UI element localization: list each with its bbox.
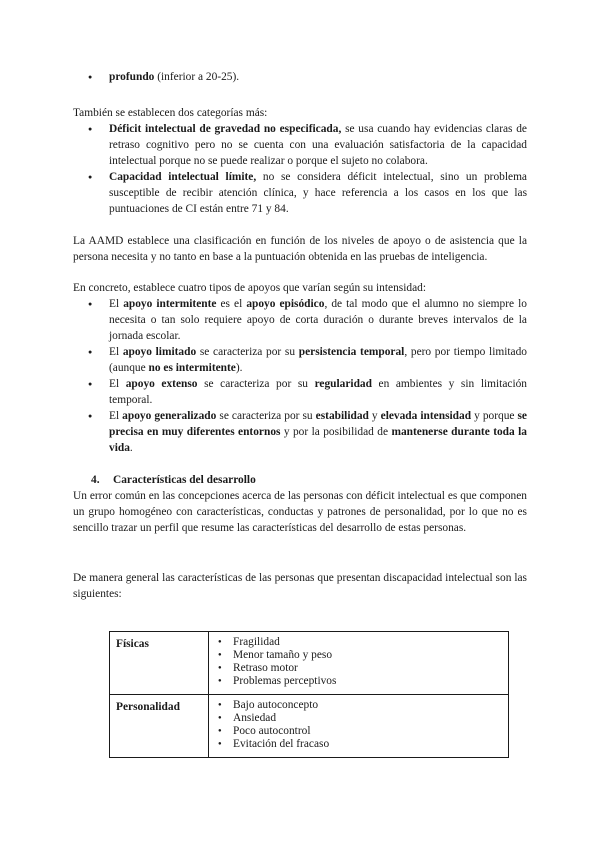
table-intro: De manera general las características de las personas que presentan discapacidad intelectual son las siguientes: bbox=[73, 572, 527, 600]
list-item: ● Bajo autoconcepto bbox=[215, 699, 502, 712]
text: y por la posibilidad de bbox=[280, 426, 392, 438]
table-row bbox=[110, 632, 509, 695]
bold-text: apoyo intermitente bbox=[123, 298, 217, 310]
text: no se considera déficit intelectual, sino un problema susceptible de recibir atención clínica, y hace referencia a los casos en los que las puntuaciones de CI están entre 71 y 84. bbox=[109, 171, 527, 215]
support-item-extensive bbox=[73, 376, 527, 408]
text: se caracteriza por su bbox=[216, 410, 316, 422]
list-item: ● Poco autocontrol bbox=[215, 725, 502, 738]
bold-text: apoyo limitado bbox=[122, 346, 197, 358]
text: (inferior a 20-25). bbox=[154, 71, 240, 83]
categories-intro: También se establecen dos categorías más: bbox=[73, 107, 268, 119]
severity-list bbox=[73, 69, 527, 85]
text: es el bbox=[216, 298, 247, 310]
bold-text: Déficit intelectual de gravedad no especificada, bbox=[109, 123, 342, 135]
support-types-list bbox=[73, 296, 527, 456]
bold-text: apoyo episódico bbox=[246, 298, 325, 310]
bold-text: mantenerse durante toda la vida bbox=[109, 426, 527, 454]
text: se caracteriza por su bbox=[197, 378, 315, 390]
characteristics-table bbox=[109, 631, 509, 758]
list-item: ● Retraso motor bbox=[215, 662, 502, 675]
bold-text: Capacidad intelectual límite, bbox=[109, 171, 257, 183]
row-items-physical bbox=[209, 632, 509, 695]
list-item: ● Evitación del fracaso bbox=[215, 738, 502, 751]
list-item: ● Menor tamaño y peso bbox=[215, 649, 502, 662]
list-item bbox=[73, 69, 527, 85]
bold-text: se precisa en muy diferentes entornos bbox=[109, 410, 527, 438]
section-heading bbox=[73, 472, 527, 488]
row-label-personality: Personalidad bbox=[110, 695, 209, 758]
support-item-limited bbox=[73, 344, 527, 376]
text: , de tal modo que el alumno no siempre lo necesita o tan solo requiere apoyo de corta duración o durante breves intervalos de la jornada escolar. bbox=[109, 298, 527, 342]
aamd-paragraph: La AAMD establece una clasificación en función de los niveles de apoyo o de asistencia que la persona necesita y no tanto en base a la puntuación obtenida en las pruebas de inteligencia. bbox=[73, 235, 527, 263]
bold-text: no es intermitente bbox=[148, 362, 236, 374]
support-intro: En concreto, establece cuatro tipos de apoyos que varían según su intensidad: bbox=[73, 282, 426, 294]
text: . bbox=[129, 442, 133, 454]
section-title: Características del desarrollo bbox=[113, 474, 256, 486]
list-item bbox=[73, 169, 527, 217]
table-row bbox=[110, 695, 509, 758]
list-item bbox=[73, 121, 527, 169]
bold-text: elevada intensidad bbox=[380, 410, 472, 422]
bold-text: apoyo extenso bbox=[125, 378, 198, 390]
text: El bbox=[109, 346, 123, 358]
bold-text: regularidad bbox=[314, 378, 372, 390]
text: El bbox=[109, 410, 123, 422]
text: , pero por tiempo limitado (aunque bbox=[109, 346, 527, 374]
text: y bbox=[368, 410, 381, 422]
bold-text: profundo bbox=[109, 71, 155, 83]
bold-text: apoyo generalizado bbox=[122, 410, 217, 422]
text: se usa cuando hay evidencias claras de retraso cognitivo pero no se cuenta con una evaluación satisfactoria de la capacidad intelectual porque no se puede realizar o porque el sujeto no colabora. bbox=[109, 123, 527, 167]
bold-text: persistencia temporal bbox=[298, 346, 405, 358]
section-paragraph: Un error común en las concepciones acerca de las personas con déficit intelectual es que componen un grupo homogéneo con características, conductas y patrones de personalidad, por lo que no es sencillo trazar un perfil que resume las características del desarrollo de estas personas. bbox=[73, 490, 527, 534]
support-item-generalized bbox=[73, 408, 527, 456]
support-item-intermittent bbox=[73, 296, 527, 344]
text: El bbox=[109, 378, 126, 390]
list-item: ● Problemas perceptivos bbox=[215, 675, 502, 688]
section-number: 4. bbox=[91, 474, 100, 486]
text: y porque bbox=[471, 410, 518, 422]
text: en ambientes y sin limitación temporal. bbox=[109, 378, 528, 406]
row-items-personality bbox=[209, 695, 509, 758]
row-label-physical: Físicas bbox=[110, 632, 209, 695]
list-item: ● Fragilidad bbox=[215, 636, 502, 649]
list-item: ● Ansiedad bbox=[215, 712, 502, 725]
bold-text: estabilidad bbox=[315, 410, 369, 422]
text: se caracteriza por su bbox=[196, 346, 299, 358]
text: El bbox=[109, 298, 124, 310]
text: ). bbox=[235, 362, 243, 374]
categories-list bbox=[73, 121, 527, 217]
